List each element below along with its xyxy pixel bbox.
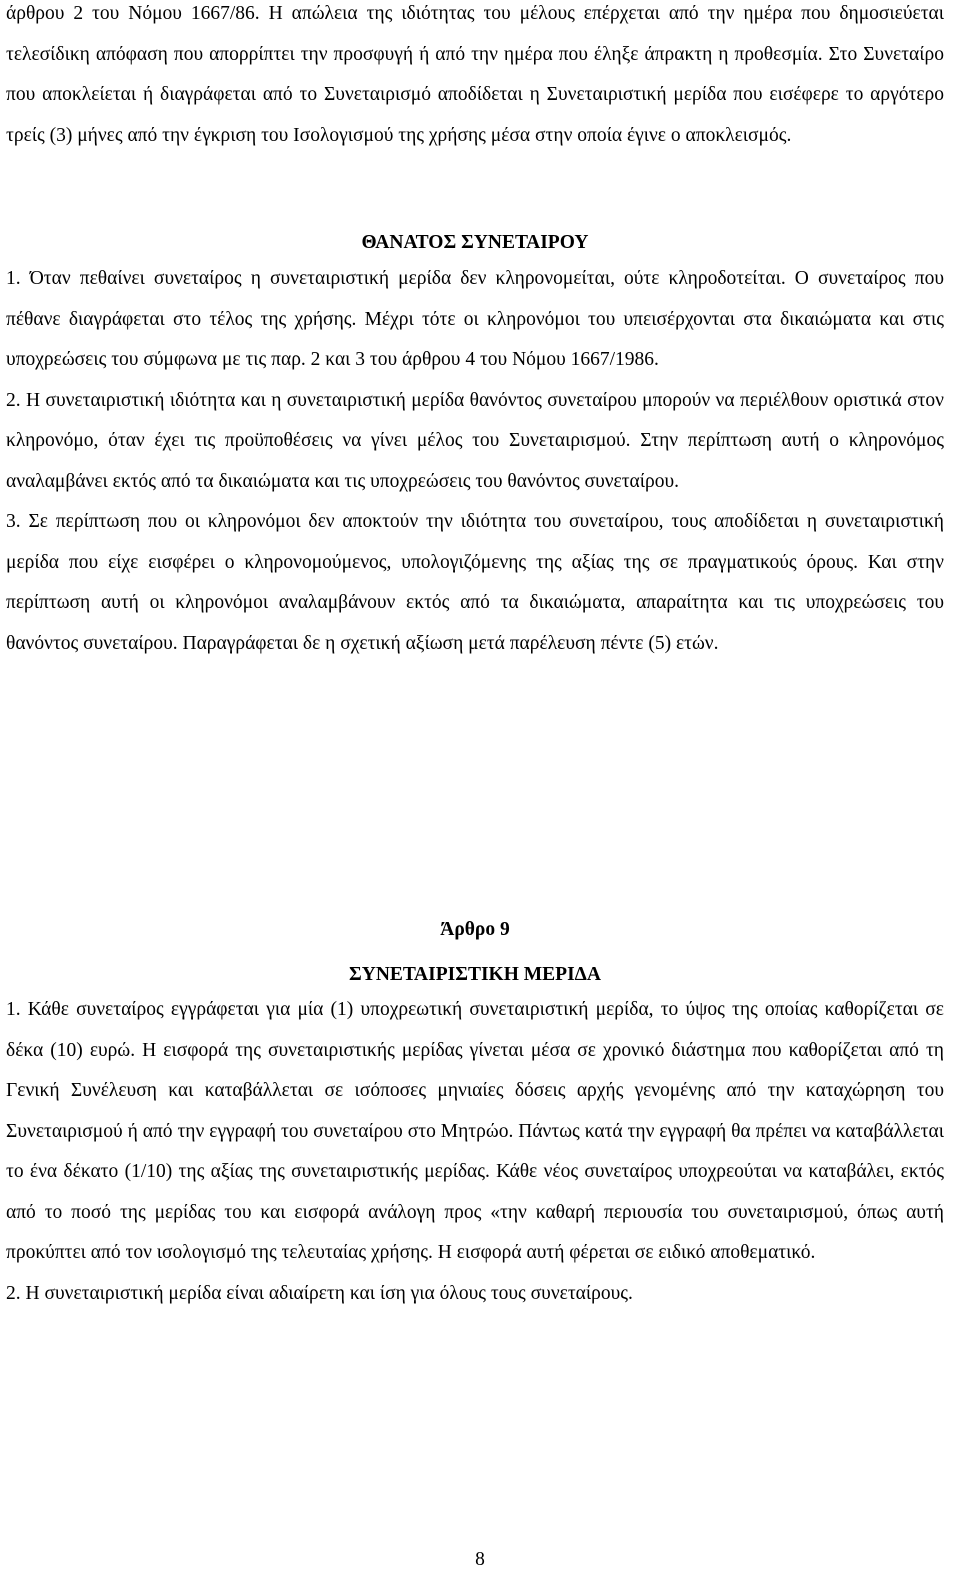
death-paragraph-2: 2. Η συνεταιριστική ιδιότητα και η συνεταιριστική μερίδα θανόντος συνεταίρου μπορούν να περιέλθουν οριστικά στον κληρονόμο, όταν έχει τις προϋποθέσεις να γίνει μέλος του Συνεταιρισμού. Στην περίπτωση αυτή ο κληρονόμος αναλαμβάνει εκτός από τα δικαιώματα και τις υποχρεώσεις του θανόντος συνεταίρου. — [6, 389, 944, 492]
article-body — [6, 990, 944, 1314]
death-paragraph-3: 3. Σε περίπτωση που οι κληρονόμοι δεν αποκτούν την ιδιότητα του συνεταίρου, τους αποδίδεται η συνεταιριστική μερίδα που είχε εισφέρει ο κληρονομούμενος, υπολογιζόμενης της αξίας της σε πραγματικούς όρους. Και στην περίπτωση αυτή οι κληρονόμοι αναλαμβάνουν εκτός από τα δικαιώματα, απαραίτητα και τις υποχρεώσεις του θανόντος συνεταίρου. Παραγράφεται δε η σχετική αξίωση μετά παρέλευση πέντε (5) ετών. — [6, 511, 944, 654]
intro-paragraph: άρθρου 2 του Νόμου 1667/86. Η απώλεια της ιδιότητας του μέλους επέρχεται από την ημέρα που δημοσιεύεται τελεσίδικη απόφαση που απορρίπτει την προσφυγή ή από την ημέρα που έληξε άπρακτη η προθεσμία. Στο Συνεταίρο που αποκλείεται ή διαγράφεται από το Συνεταιρισμό αποδίδεται η Συνεταιριστική μερίδα που εισέφερε το αργότερο τρείς (3) μήνες από την έγκριση του Ισολογισμού της χρήσης μέσα στην οποία έγινε ο αποκλεισμός. — [6, 3, 944, 146]
page-number: 8 — [475, 1549, 485, 1570]
intro-section — [6, 0, 944, 156]
article-paragraph-2: 2. Η συνεταιριστική μερίδα είναι αδιαίρετη και ίση για όλους τους συνεταίρους. — [6, 1282, 633, 1304]
death-section-body — [6, 259, 944, 664]
article-heading: Άρθρο 9 — [440, 919, 510, 940]
death-paragraph-1: 1. Όταν πεθαίνει συνεταίρος η συνεταιριστική μερίδα δεν κληρονομείται, ούτε κληροδοτείται. Ο συνεταίρος που πέθανε διαγράφεται στο τέλος της χρήσης. Μέχρι τότε οι κληρονόμοι του υπεισέρχονται στα δικαιώματα και στις υποχρεώσεις του σύμφωνα με τις παρ. 2 και 3 του άρθρου 4 του Νόμου 1667/1986. — [6, 268, 944, 370]
article-paragraph-1: 1. Κάθε συνεταίρος εγγράφεται για μία (1) υποχρεωτική συνεταιριστική μερίδα, το ύψος της οποίας καθορίζεται σε δέκα (10) ευρώ. Η εισφορά της συνεταιριστικής μερίδας γίνεται μέσα σε χρονικό διάστημα που καθορίζεται από τη Γενική Συνέλευση και καταβάλλεται σε ισόποσες μηνιαίες δόσεις αρχής γενομένης από την καταχώρηση του Συνεταιρισμού ή από την εγγραφή του συνεταίρου στο Μητρώο. Πάντως κατά την εγγραφή θα πρέπει να καταβάλλεται το ένα δέκατο (1/10) της αξίας της συνεταιριστικής μερίδας. Κάθε νέος συνεταίρος υποχρεούται να καταβάλει, εκτός από το ποσό της μερίδας του και εισφορά ανάλογη προς «την καθαρή περιουσία του συνεταιρισμού, όπως αυτή προκύπτει από τον ισολογισμό της τελευταίας χρήσης. Η εισφορά αυτή φέρεται σε ειδικό αποθεματικό. — [6, 999, 944, 1263]
article-subheading: ΣΥΝΕΤΑΙΡΙΣΤΙΚΗ ΜΕΡΙΔΑ — [349, 964, 601, 985]
death-section-heading: ΘΑΝΑΤΟΣ ΣΥΝΕΤΑΙΡΟΥ — [361, 232, 589, 253]
